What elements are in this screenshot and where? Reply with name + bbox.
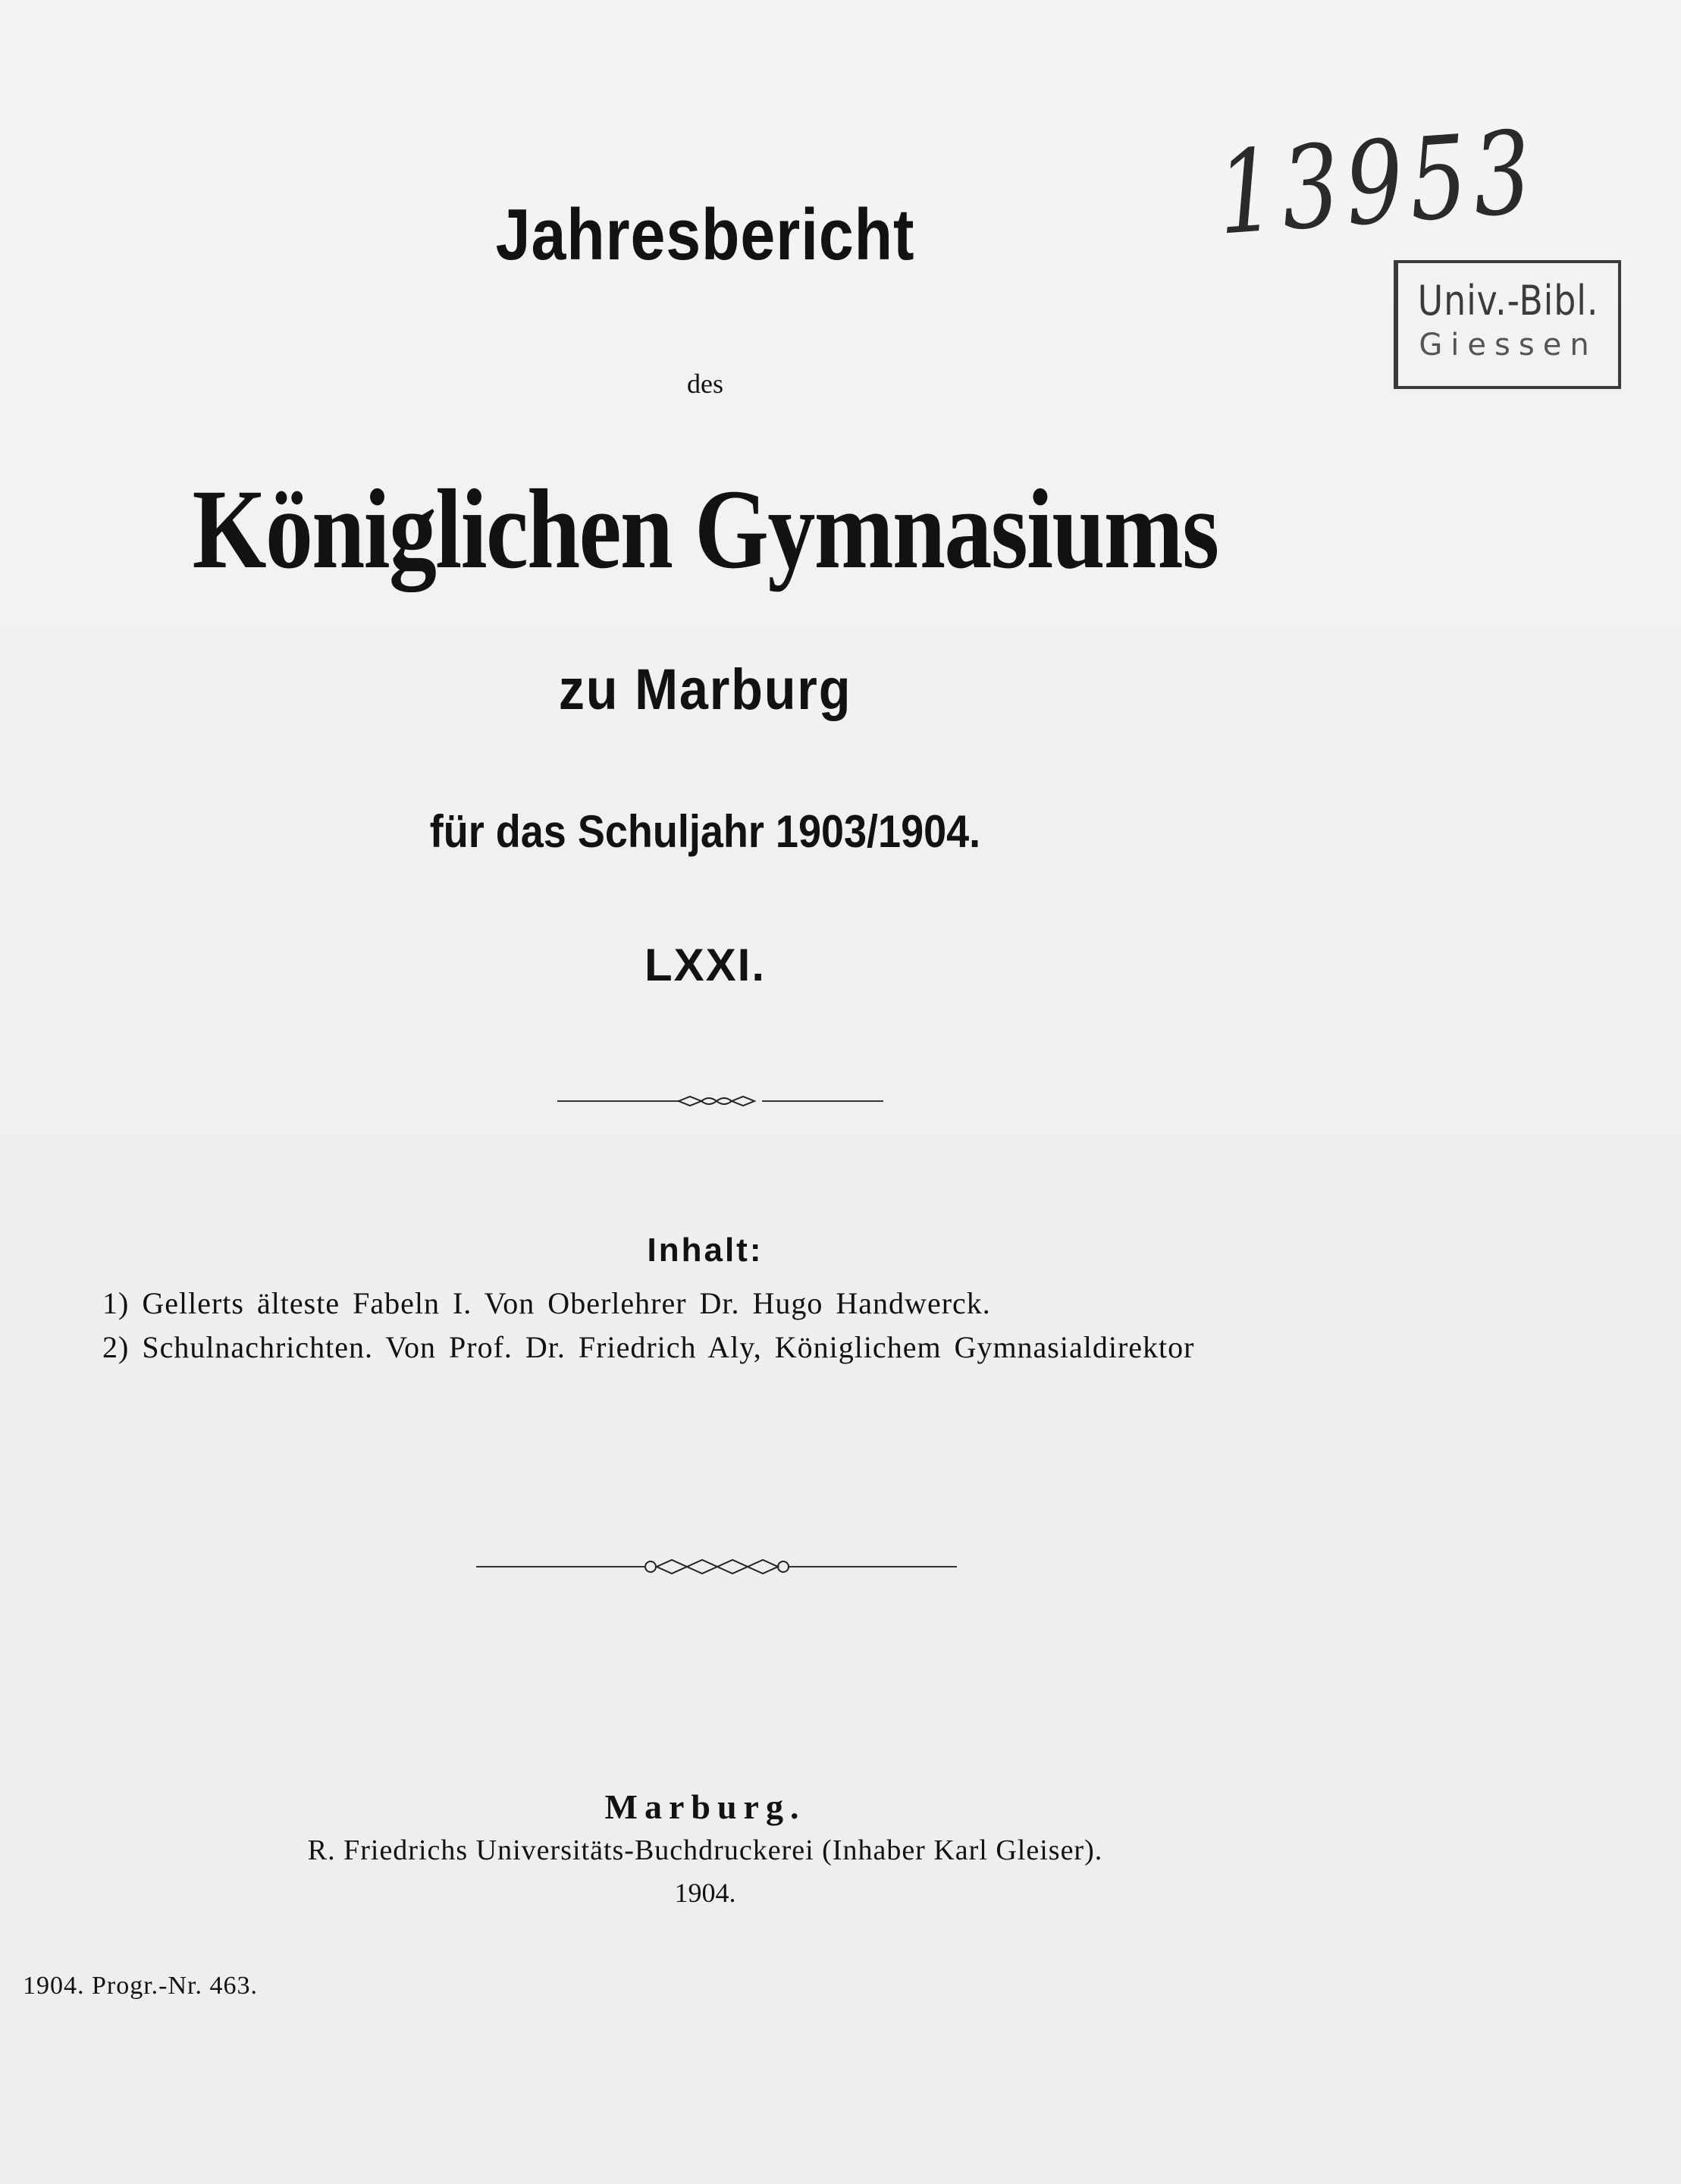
library-stamp xyxy=(1394,260,1621,389)
title-jahresbericht: Jahresbericht xyxy=(495,194,915,275)
title-location: zu Marburg xyxy=(558,657,852,722)
contents-list xyxy=(102,1282,1194,1370)
contents-item-2: 2) Schulnachrichten. Von Prof. Dr. Friedrich Aly, Königlichem Gymnasialdirektor xyxy=(102,1330,1195,1364)
ornament-divider-top xyxy=(557,1092,883,1110)
contents-heading: Inhalt: xyxy=(647,1232,764,1269)
stamp-line-1: Univ.-Bibl. xyxy=(1417,277,1599,325)
title-institution: Königlichen Gymnasiums xyxy=(192,466,1218,592)
stamp-line-2: Giessen xyxy=(1419,328,1598,362)
imprint-place: Marburg. xyxy=(604,1787,806,1826)
imprint-printer: R. Friedrichs Universitäts-Buchdruckerei (Inhaber Karl Gleiser). xyxy=(307,1834,1103,1866)
handwritten-catalog-number: 13953 xyxy=(1213,106,1541,261)
ornament-divider-bottom xyxy=(476,1556,957,1577)
volume-number: LXXI. xyxy=(644,940,767,990)
contents-item-1: 1) Gellerts älteste Fabeln I. Von Oberlehrer Dr. Hugo Handwerck. xyxy=(102,1286,991,1320)
title-school-year: für das Schuljahr 1903/1904. xyxy=(429,806,981,857)
imprint-year: 1904. xyxy=(674,1878,736,1908)
title-des: des xyxy=(687,369,723,399)
program-number: 1904. Progr.-Nr. 463. xyxy=(23,1972,258,2000)
